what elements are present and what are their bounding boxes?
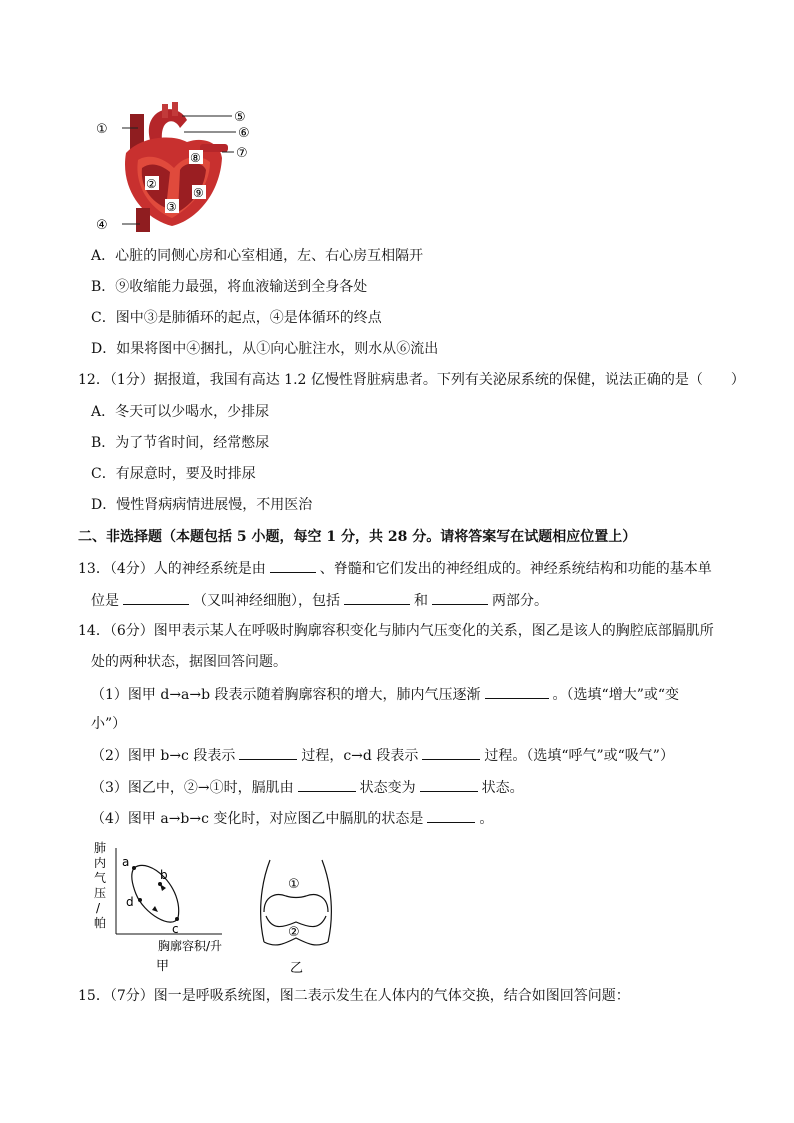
heart-label-4: ④ xyxy=(96,218,108,233)
q12-option-c: C．有尿意时，要及时排尿 xyxy=(91,466,256,482)
q11-option-d: D．如果将图中④捆扎，从①向心脏注水，则水从⑥流出 xyxy=(91,341,439,357)
q14-sub3-text-b: 状态变为 xyxy=(359,780,416,796)
yi-label-2: ② xyxy=(288,925,300,940)
q14-blank-6[interactable] xyxy=(427,808,475,823)
q14-sub1-text-b: 。（选填“增大”或“变 xyxy=(552,687,680,703)
heart-label-1: ① xyxy=(96,122,108,137)
jia-point-d xyxy=(138,898,142,902)
q14-sub4 xyxy=(91,808,493,829)
q11-option-c: C．图中③是肺循环的起点，④是体循环的终点 xyxy=(91,310,382,326)
q13-blank-2[interactable] xyxy=(123,590,189,605)
q13-text-6: 两部分。 xyxy=(492,593,548,609)
yi-diaphragm-1 xyxy=(264,895,328,912)
heart-label-8: ⑧ xyxy=(190,151,201,165)
jia-label-c: c xyxy=(172,922,179,936)
heart-label-7: ⑦ xyxy=(236,146,248,161)
q15-stem: 15．（7分）图一是呼吸系统图，图二表示发生在人体内的气体交换，结合如图回答问题： xyxy=(78,988,630,1004)
jia-arrow-2 xyxy=(152,906,158,912)
section-heading: 二、非选择题（本题包括 5 小题，每空 1 分，共 28 分。请将答案写在试题相应位置上） xyxy=(78,529,637,545)
q14-sub3-text-a: （3）图乙中，②→①时，膈肌由 xyxy=(91,780,294,796)
jia-point-a xyxy=(132,866,136,870)
yi-label-1: ① xyxy=(288,877,300,892)
jia-ylabel-1: 肺 xyxy=(94,841,107,855)
q12-option-b: B．为了节省时间，经常憋尿 xyxy=(91,435,270,451)
q12-option-a: A．冬天可以少喝水，少排尿 xyxy=(91,404,270,420)
jia-point-c xyxy=(175,917,179,921)
yi-caption: 乙 xyxy=(290,961,304,976)
jia-label-a: a xyxy=(122,855,130,869)
q13-text-3: 位是 xyxy=(91,593,119,609)
q14-blank-5[interactable] xyxy=(420,777,478,792)
jia-ylabel-2: 内 xyxy=(94,856,107,870)
jia-caption: 甲 xyxy=(156,959,170,974)
heart-label-3: ③ xyxy=(166,200,177,214)
q14-blank-1[interactable] xyxy=(485,684,549,699)
q13-blank-1[interactable] xyxy=(270,558,316,573)
q14-sub1-text-a: （1）图甲 d→a→b 段表示随着胸廓容积的增大，肺内气压逐渐 xyxy=(91,687,481,703)
q14-sub4-text-b: 。 xyxy=(479,811,494,827)
q11-option-b: B．⑨收缩能力最强，将血液输送到全身各处 xyxy=(91,279,368,295)
q14-sub3 xyxy=(91,777,524,798)
jia-xlabel: 胸廓容积/升 xyxy=(158,939,223,953)
q14-line1: 14．（6分）图甲表示某人在呼吸时胸廓容积变化与肺内气压变化的关系，图乙是该人的胸腔底部膈肌所 xyxy=(78,623,714,639)
q13-text-2: 、脊髓和它们发出的神经组成的。神经系统结构和功能的基本单 xyxy=(319,561,712,577)
jia-label-d: d xyxy=(126,895,134,909)
q14-sub2-text-c: 过程。（选填“呼气”或“吸气”） xyxy=(484,748,674,764)
q14-sub1 xyxy=(91,684,679,705)
q14-sub2-text-a: （2）图甲 b→c 段表示 xyxy=(91,748,236,764)
jia-loop xyxy=(132,865,179,922)
q12-option-d: D．慢性肾病病情进展慢，不用医治 xyxy=(91,497,313,513)
q14-sub3-text-c: 状态。 xyxy=(481,780,524,796)
q14-blank-2[interactable] xyxy=(239,745,297,760)
q12-stem: 12．（1分）据报道，我国有高达 1.2 亿慢性肾脏病患者。下列有关泌尿系统的保健，说法正确的是（ ） xyxy=(78,372,745,388)
heart-label-9: ⑨ xyxy=(193,186,204,200)
jia-point-b xyxy=(158,882,162,886)
q11-option-a: A．心脏的同侧心房和心室相通，左、右心房互相隔开 xyxy=(91,248,424,264)
heart-label-5: ⑤ xyxy=(234,110,246,125)
heart-label-6: ⑥ xyxy=(238,126,250,141)
q14-sub2-text-b: 过程，c→d 段表示 xyxy=(301,748,419,764)
q14-sub1-cont: 小”） xyxy=(91,716,127,732)
q13-blank-4[interactable] xyxy=(432,590,488,605)
q13-text-1: 13．（4分）人的神经系统是由 xyxy=(78,561,266,577)
figure-jia xyxy=(90,838,250,978)
jia-ylabel-5: / xyxy=(96,901,101,915)
q14-sub4-text-a: （4）图甲 a→b→c 变化时，对应图乙中膈肌的状态是 xyxy=(91,811,424,827)
jia-label-b: b xyxy=(160,868,168,882)
q13-text-4: （又叫神经细胞），包括 xyxy=(193,593,340,609)
q14-blank-3[interactable] xyxy=(422,745,480,760)
jia-ylabel-4: 压 xyxy=(94,886,107,900)
q13-text-5: 和 xyxy=(414,593,428,609)
figure-yi xyxy=(256,856,336,978)
q14-sub2 xyxy=(91,745,674,766)
jia-ylabel-3: 气 xyxy=(94,871,107,885)
q14-line2: 处的两种状态，据图回答问题。 xyxy=(91,654,287,670)
q13-line2 xyxy=(91,590,548,611)
heart-label-2: ② xyxy=(146,177,157,191)
q13-blank-3[interactable] xyxy=(344,590,410,605)
jia-ylabel-6: 帕 xyxy=(94,916,107,930)
q14-blank-4[interactable] xyxy=(298,777,356,792)
q13-line1 xyxy=(78,558,712,579)
heart-figure xyxy=(92,98,262,233)
